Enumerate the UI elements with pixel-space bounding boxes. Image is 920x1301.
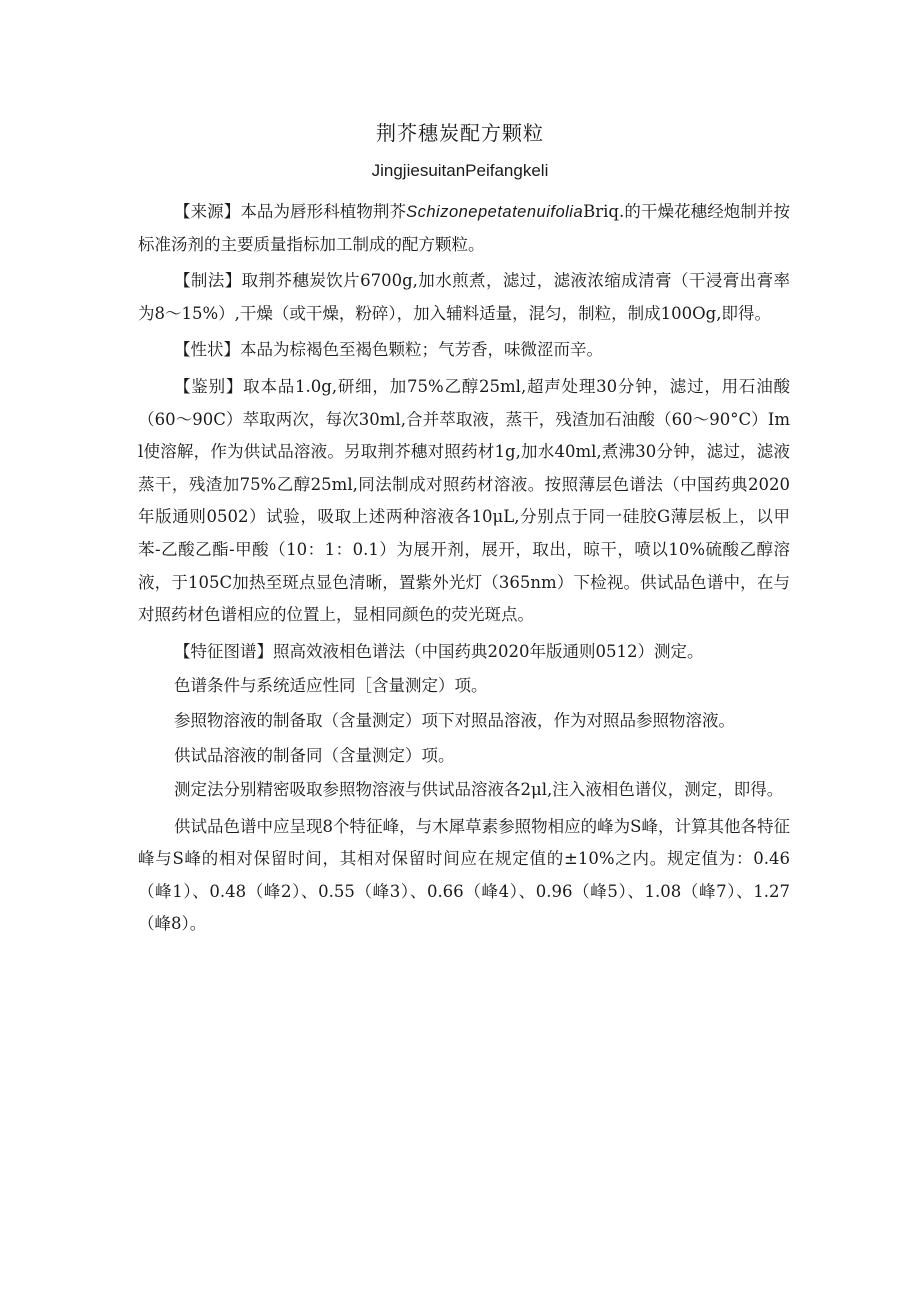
source-latin-name: Schizonepetatenuifolia (406, 203, 584, 221)
procedure-paragraph (138, 774, 790, 807)
source-text-after: Briq.的干燥花穗经炮制并按标准汤剂的主要质量指标加工制成的配方颗粒。 (138, 202, 791, 254)
conditions-paragraph (138, 670, 790, 703)
appearance-text: 本品为棕褐色至褐色颗粒；气芳香，味微涩而辛。 (240, 340, 603, 360)
identification-text: 取本品1.0g,研细，加75%乙醇25ml,超声处理30分钟，滤过，用石油酸（60～90C）萃取两次，每次30ml,合并萃取液，蒸干，残渣加石油酸（60～90°C）Iml使溶解，作为供试品溶液。另取荆芥穗对照药材1g,加水40ml,煮沸30分钟，滤过，滤液蒸干，残渣加75%乙醇25ml,同法制成对照药材溶液。按照薄层色谱法（中国药典2020年版通则0502）试验，吸取上述两种溶液各10μL,分别点于同一硅胶G薄层板上，以甲苯-乙酸乙酯-甲酸（10：1：0.1）为展开剂，展开，取出，晾干，喷以10%硫酸乙醇溶液，于105C加热至斑点显色清晰，置紫外光灯（365nm）下检视。供试品色谱中，在与对照药材色谱相应的位置上，显相同颜色的荧光斑点。 (138, 376, 790, 625)
reference-solution-paragraph (138, 705, 790, 738)
source-paragraph (138, 196, 790, 261)
test-solution-paragraph (138, 740, 790, 773)
fingerprint-paragraph (138, 636, 790, 669)
source-text-before: 本品为唇形科植物荆芥 (240, 202, 407, 221)
appearance-paragraph (138, 334, 790, 367)
method-heading: 【制法】 (174, 271, 242, 291)
document-pinyin-title: JingjiesuitanPeifangkeli (371, 161, 549, 180)
document-body (138, 196, 790, 945)
identification-heading: 【鉴别】 (174, 376, 244, 396)
source-heading: 【来源】 (174, 202, 241, 221)
fingerprint-text: 照高效液相色谱法（中国药典2020年版通则0512）测定。 (273, 641, 704, 661)
test-solution-text: 供试品溶液的制备同（含量测定）项。 (174, 745, 455, 765)
method-paragraph (138, 265, 790, 330)
appearance-heading: 【性状】 (174, 340, 240, 360)
fingerprint-heading: 【特征图谱】 (174, 641, 273, 661)
peaks-paragraph (138, 811, 790, 941)
procedure-text: 测定法分别精密吸取参照物溶液与供试品溶液各2μl,注入液相色谱仪，测定，即得。 (174, 780, 784, 800)
peaks-text: 供试品色谱中应呈现8个特征峰，与木犀草素参照物相应的峰为S峰，计算其他各特征峰与S峰的相对保留时间，其相对保留时间应在规定值的±10%之内。规定值为：0.46（峰1）、0.48（峰2）、0.55（峰3）、0.66（峰4）、0.96（峰5）、1.08（峰7）、1.27（峰8）。 (138, 816, 790, 934)
reference-solution-text: 参照物溶液的制备取（含量测定）项下对照品溶液，作为对照品参照物溶液。 (174, 710, 735, 730)
identification-paragraph (138, 371, 790, 632)
document-title: 荆芥穗炭配方颗粒 (376, 121, 544, 145)
method-text: 取荆芥穗炭饮片6700g,加水煎煮，滤过，滤液浓缩成清膏（干浸膏出膏率为8～15%）,干燥（或干燥，粉碎），加入辅料适量，混匀，制粒，制成100Og,即得。 (138, 271, 790, 323)
conditions-text: 色谱条件与系统适应性同［含量测定）项。 (174, 676, 488, 696)
